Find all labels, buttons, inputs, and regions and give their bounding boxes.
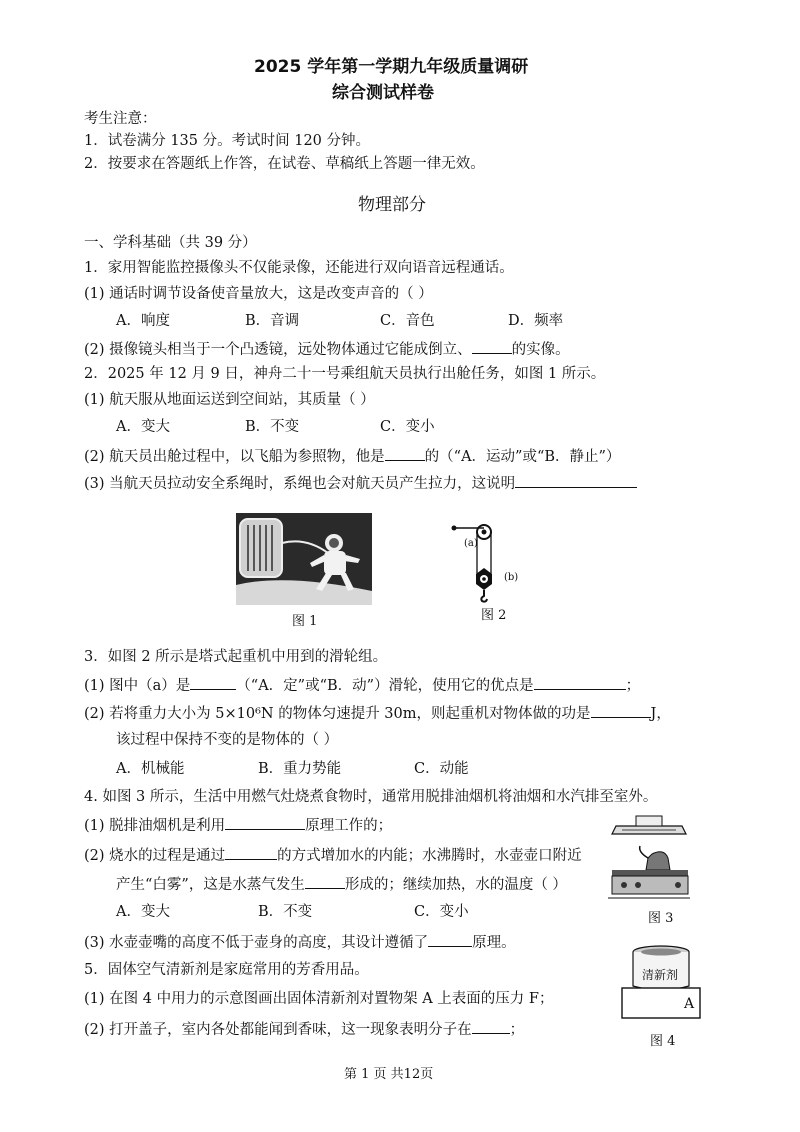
notice-heading: 考生注意：	[84, 111, 157, 127]
q3-sub2	[84, 703, 671, 723]
q1-sub2-blank	[472, 339, 512, 354]
figure-2-caption: 图 2	[481, 608, 507, 623]
q4-sub2-text-c: 产生“白雾”，这是水蒸气发生	[116, 877, 305, 893]
figure-3-stove	[608, 812, 690, 904]
q2-option-a: A．变大	[116, 419, 170, 435]
section-title: 物理部分	[358, 195, 426, 215]
q2-sub2	[84, 446, 620, 466]
exam-subtitle: 综合测试样卷	[332, 83, 434, 103]
figure-2-label-b: (b)	[504, 572, 519, 583]
q1-sub1: (1) 通话时调节设备使音量放大，这是改变声音的（ ）	[84, 286, 433, 302]
q3-sub1-text-c: ；	[625, 678, 641, 694]
figure-3-caption: 图 3	[648, 911, 674, 926]
q1-sub2	[84, 339, 570, 359]
q1-sub2-text-b: 的实像。	[511, 342, 570, 358]
q2-stem: 2．2025 年 12 月 9 日，神舟二十一号乘组航天员执行出舱任务，如图 1 所示。	[84, 366, 606, 382]
q4-stem: 4. 如图 3 所示，生活中用燃气灶烧煮食物时，通常用脱排油烟机将油烟和水汽排至室外。	[84, 789, 658, 805]
pulley-diagram	[450, 518, 530, 604]
q5-sub2-text-b: ；	[509, 1022, 525, 1038]
figure-1-caption: 图 1	[292, 614, 318, 629]
exam-title: 2025 学年第一学期九年级质量调研	[254, 57, 529, 77]
q4-sub3-text-a: (3) 水壶壶嘴的高度不低于壶身的高度，其设计遵循了	[84, 935, 429, 951]
figure-4-product-label: 清新剂	[642, 968, 679, 982]
q2-sub2-text-a: (2) 航天员出舱过程中，以飞船为参照物，他是	[84, 449, 385, 465]
astronaut-illustration	[236, 513, 372, 605]
q4-sub3-text-b: 原理。	[472, 935, 516, 951]
q3-sub2-line2: 该过程中保持不变的是物体的（ ）	[116, 732, 339, 748]
q1-stem: 1．家用智能监控摄像头不仅能录像，还能进行双向语音远程通话。	[84, 260, 514, 276]
figure-2-label-a: (a)	[464, 538, 478, 549]
q2-option-c: C．变小	[380, 419, 435, 435]
notice-item-1: 1．试卷满分 135 分。考试时间 120 分钟。	[84, 133, 371, 149]
q3-sub1	[84, 675, 640, 695]
q1-sub2-text-a: (2) 摄像镜头相当于一个凸透镜，远处物体通过它能成倒立、	[84, 342, 472, 358]
figure-4-freshener	[620, 942, 702, 1026]
page-number: 第 1 页 共12页	[344, 1067, 434, 1082]
q2-sub2-text-b: 的（“A．运动”或“B．静止”）	[424, 449, 621, 465]
q5-stem: 5．固体空气清新剂是家庭常用的芳香用品。	[84, 962, 369, 978]
q4-sub2-blank-2	[305, 874, 345, 889]
q4-sub2-text-a: (2) 烧水的过程是通过	[84, 848, 226, 864]
q4-sub1-blank	[225, 815, 305, 830]
q5-sub1: (1) 在图 4 中用力的示意图画出固体清新剂对置物架 A 上表面的压力 F；	[84, 991, 554, 1007]
q2-sub2-blank	[385, 446, 425, 461]
q1-option-c: C．音色	[380, 313, 435, 329]
q2-option-b: B．不变	[245, 419, 300, 435]
q4-sub2	[84, 845, 582, 865]
q3-option-c: C．动能	[414, 761, 469, 777]
figure-4-label-a: A	[684, 996, 695, 1012]
q4-sub1-text-b: 原理工作的；	[305, 818, 393, 834]
part-heading: 一、学科基础（共 39 分）	[84, 235, 257, 251]
q5-sub2	[84, 1019, 524, 1039]
q4-sub2-text-d: 形成的；继续加热，水的温度（ ）	[344, 877, 567, 893]
q2-sub3	[84, 473, 637, 493]
q3-sub1-text-a: (1) 图中（a）是	[84, 678, 191, 694]
figure-4-caption: 图 4	[650, 1034, 676, 1049]
q3-option-b: B．重力势能	[258, 761, 342, 777]
q3-stem: 3．如图 2 所示是塔式起重机中用到的滑轮组。	[84, 649, 388, 665]
q4-sub1	[84, 815, 392, 835]
q2-sub3-text: (3) 当航天员拉动安全系绳时，系绳也会对航天员产生拉力，这说明	[84, 476, 516, 492]
q4-sub2-blank-1	[225, 845, 277, 860]
figure-1-astronaut	[236, 513, 372, 605]
q4-sub3	[84, 932, 516, 952]
q3-sub2-text-a: (2) 若将重力大小为 5×10⁶N 的物体匀速提升 30m，则起重机对物体做的功是	[84, 706, 591, 722]
q5-sub2-blank	[472, 1019, 510, 1034]
q3-sub1-text-b: （“A．定”或“B．动”）滑轮，使用它的优点是	[236, 678, 534, 694]
q3-sub1-blank-1	[190, 675, 236, 690]
q4-sub3-blank	[428, 932, 472, 947]
q4-option-b: B．不变	[258, 904, 313, 920]
q1-option-d: D．频率	[508, 313, 564, 329]
q4-sub1-text-a: (1) 脱排油烟机是利用	[84, 818, 226, 834]
q1-option-a: A．响度	[116, 313, 170, 329]
q4-sub2-text-b: 的方式增加水的内能；水沸腾时，水壶壶口附近	[277, 848, 582, 864]
notice-item-2: 2．按要求在答题纸上作答，在试卷、草稿纸上答题一律无效。	[84, 156, 485, 172]
q4-option-c: C．变小	[414, 904, 469, 920]
q2-sub3-blank	[515, 473, 637, 488]
range-hood-illustration	[608, 812, 690, 904]
q3-option-a: A．机械能	[116, 761, 185, 777]
figure-2-pulley	[450, 518, 530, 604]
q3-sub2-blank	[591, 703, 651, 718]
q1-option-b: B．音调	[245, 313, 300, 329]
q4-sub2-line2	[116, 874, 567, 894]
q4-option-a: A．变大	[116, 904, 170, 920]
q3-sub1-blank-2	[534, 675, 626, 690]
q5-sub2-text-a: (2) 打开盖子，室内各处都能闻到香味，这一现象表明分子在	[84, 1022, 472, 1038]
freshener-illustration	[620, 942, 702, 1026]
q3-sub2-text-b: J，	[650, 706, 671, 722]
q2-sub1: (1) 航天服从地面运送到空间站，其质量（ ）	[84, 392, 375, 408]
